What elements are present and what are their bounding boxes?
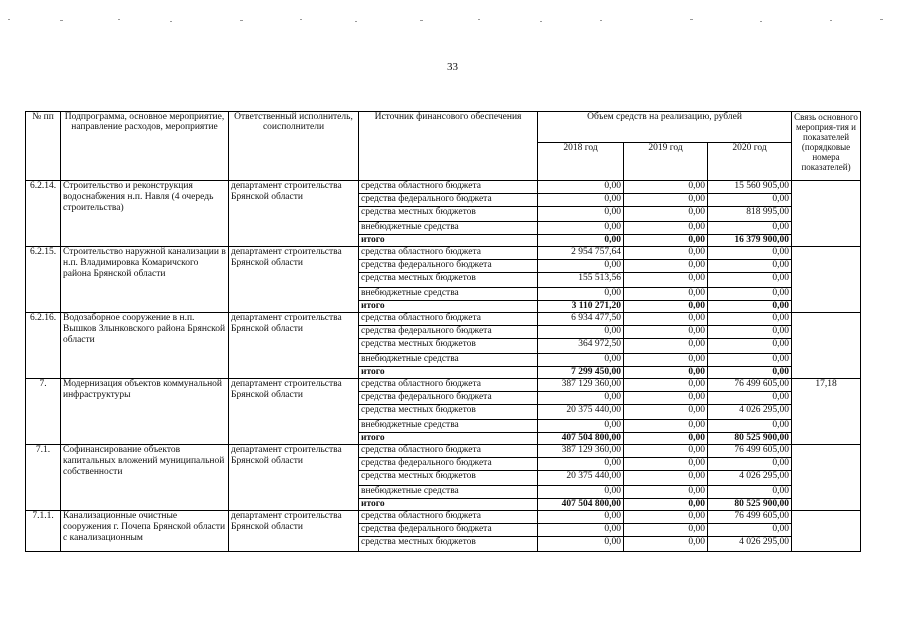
budget-body [26,181,861,552]
amount-2018: 0,00 [538,458,624,471]
funding-source: средства федерального бюджета [359,260,538,273]
funding-source: средства областного бюджета [359,313,538,326]
amount-2019: 0,00 [624,433,708,445]
amount-2019: 0,00 [624,405,708,420]
amount-2018: 0,00 [538,511,624,524]
amount-2020: 0,00 [708,392,792,405]
amount-2018: 0,00 [538,260,624,273]
funding-source: средства местных бюджетов [359,273,538,288]
amount-2019: 0,00 [624,537,708,552]
header-source: Источник финансового обеспечения [359,112,538,181]
amount-2019: 0,00 [624,260,708,273]
amount-2019: 0,00 [624,499,708,511]
amount-2020: 4 026 295,00 [708,405,792,420]
amount-2018: 407 504 800,00 [538,499,624,511]
amount-2019: 0,00 [624,207,708,222]
amount-2020: 76 499 605,00 [708,445,792,458]
funding-source: внебюджетные средства [359,354,538,367]
amount-2019: 0,00 [624,339,708,354]
amount-2019: 0,00 [624,354,708,367]
header-year-2019: 2019 год [624,143,708,181]
funding-source: внебюджетные средства [359,288,538,301]
header-volume: Объем средств на реализацию, рублей [538,112,792,143]
amount-2020: 0,00 [708,288,792,301]
budget-table [25,111,861,552]
amount-2019: 0,00 [624,181,708,194]
amount-2020: 16 379 900,00 [708,235,792,247]
amount-2019: 0,00 [624,392,708,405]
funding-source: средства федерального бюджета [359,392,538,405]
funding-source: внебюджетные средства [359,486,538,499]
indicator-link [792,181,861,247]
amount-2019: 0,00 [624,471,708,486]
funding-source: средства федерального бюджета [359,326,538,339]
amount-2019: 0,00 [624,420,708,433]
amount-2018: 0,00 [538,354,624,367]
header-num: № пп [26,112,61,181]
funding-source: средства областного бюджета [359,247,538,260]
amount-2018: 6 934 477,50 [538,313,624,326]
amount-2020: 0,00 [708,301,792,313]
funding-source: средства местных бюджетов [359,471,538,486]
funding-source: итого [359,499,538,511]
item-number: 7. [26,379,61,445]
amount-2018: 0,00 [538,288,624,301]
amount-2018: 364 972,50 [538,339,624,354]
amount-2020: 0,00 [708,313,792,326]
amount-2018: 0,00 [538,486,624,499]
amount-2020: 0,00 [708,260,792,273]
funding-source: итого [359,433,538,445]
item-name: Строительство и реконструкция водоснабжения н.п. Навля (4 очередь строительства) [61,181,229,247]
amount-2020: 0,00 [708,354,792,367]
amount-2018: 0,00 [538,326,624,339]
item-name: Строительство наружной канализации в н.п. Владимировка Комаричского района Брянской области [61,247,229,313]
amount-2019: 0,00 [624,194,708,207]
item-name: Водозаборное сооружение в н.п. Вышков Злынковского района Брянской области [61,313,229,379]
item-number: 6.2.15. [26,247,61,313]
amount-2020: 0,00 [708,524,792,537]
table-row [26,445,861,458]
amount-2020: 0,00 [708,273,792,288]
page-number: 33 [447,61,458,73]
amount-2020: 0,00 [708,367,792,379]
indicator-link: 17,18 [792,379,861,445]
table-row [26,181,861,194]
indicator-link [792,313,861,379]
funding-source: итого [359,301,538,313]
funding-source: средства федерального бюджета [359,524,538,537]
item-executor: департамент строительства Брянской области [229,247,359,313]
amount-2019: 0,00 [624,486,708,499]
amount-2020: 4 026 295,00 [708,537,792,552]
funding-source: средства областного бюджета [359,511,538,524]
funding-source: средства местных бюджетов [359,405,538,420]
amount-2019: 0,00 [624,458,708,471]
amount-2019: 0,00 [624,326,708,339]
funding-source: средства местных бюджетов [359,537,538,552]
amount-2018: 0,00 [538,392,624,405]
funding-source: средства федерального бюджета [359,194,538,207]
amount-2019: 0,00 [624,511,708,524]
amount-2020: 76 499 605,00 [708,379,792,392]
funding-source: внебюджетные средства [359,420,538,433]
item-number: 7.1.1. [26,511,61,552]
item-executor: департамент строительства Брянской области [229,313,359,379]
amount-2018: 0,00 [538,537,624,552]
funding-source: средства местных бюджетов [359,339,538,354]
amount-2019: 0,00 [624,247,708,260]
amount-2019: 0,00 [624,222,708,235]
item-executor: департамент строительства Брянской области [229,511,359,552]
scan-specks [0,17,905,25]
amount-2018: 155 513,56 [538,273,624,288]
amount-2020: 0,00 [708,247,792,260]
amount-2018: 20 375 440,00 [538,405,624,420]
amount-2020: 0,00 [708,339,792,354]
item-name: Модернизация объектов коммунальной инфраструктуры [61,379,229,445]
item-executor: департамент строительства Брянской области [229,379,359,445]
amount-2019: 0,00 [624,235,708,247]
header-year-2018: 2018 год [538,143,624,181]
indicator-link [792,445,861,511]
amount-2018: 387 129 360,00 [538,379,624,392]
amount-2020: 0,00 [708,486,792,499]
funding-source: средства местных бюджетов [359,207,538,222]
table-row [26,511,861,524]
funding-source: итого [359,235,538,247]
table-row [26,379,861,392]
amount-2019: 0,00 [624,445,708,458]
funding-source: средства областного бюджета [359,181,538,194]
amount-2018: 0,00 [538,235,624,247]
item-executor: департамент строительства Брянской области [229,445,359,511]
amount-2018: 0,00 [538,194,624,207]
indicator-link [792,511,861,552]
amount-2020: 0,00 [708,458,792,471]
amount-2020: 818 995,00 [708,207,792,222]
funding-source: внебюджетные средства [359,222,538,235]
funding-source: средства областного бюджета [359,379,538,392]
amount-2018: 0,00 [538,420,624,433]
header-link: Связь основного мероприя-тия и показателей (порядковые номера показателей) [792,112,861,181]
funding-source: средства федерального бюджета [359,458,538,471]
amount-2018: 0,00 [538,524,624,537]
amount-2018: 20 375 440,00 [538,471,624,486]
item-name: Софинансирование объектов капитальных вложений муниципальной собственности [61,445,229,511]
item-number: 6.2.14. [26,181,61,247]
amount-2020: 80 525 900,00 [708,433,792,445]
amount-2019: 0,00 [624,273,708,288]
table-row [26,313,861,326]
amount-2019: 0,00 [624,313,708,326]
amount-2019: 0,00 [624,367,708,379]
header-executor: Ответственный исполнитель, соисполнители [229,112,359,181]
amount-2020: 15 560 905,00 [708,181,792,194]
funding-source: итого [359,367,538,379]
amount-2019: 0,00 [624,379,708,392]
header-program: Подпрограмма, основное мероприятие, направление расходов, мероприятие [61,112,229,181]
amount-2020: 4 026 295,00 [708,471,792,486]
funding-source: средства областного бюджета [359,445,538,458]
amount-2019: 0,00 [624,524,708,537]
amount-2020: 80 525 900,00 [708,499,792,511]
amount-2020: 0,00 [708,420,792,433]
amount-2018: 7 299 450,00 [538,367,624,379]
amount-2018: 3 110 271,20 [538,301,624,313]
item-number: 7.1. [26,445,61,511]
item-name: Канализационные очистные сооружения г. Почепа Брянской области с канализационным [61,511,229,552]
amount-2018: 0,00 [538,207,624,222]
amount-2020: 0,00 [708,326,792,339]
amount-2018: 2 954 757,64 [538,247,624,260]
item-executor: департамент строительства Брянской области [229,181,359,247]
header-year-2020: 2020 год [708,143,792,181]
item-number: 6.2.16. [26,313,61,379]
amount-2018: 387 129 360,00 [538,445,624,458]
amount-2018: 407 504 800,00 [538,433,624,445]
amount-2019: 0,00 [624,288,708,301]
amount-2020: 76 499 605,00 [708,511,792,524]
indicator-link [792,247,861,313]
amount-2019: 0,00 [624,301,708,313]
amount-2018: 0,00 [538,181,624,194]
amount-2018: 0,00 [538,222,624,235]
amount-2020: 0,00 [708,222,792,235]
amount-2020: 0,00 [708,194,792,207]
table-row [26,247,861,260]
